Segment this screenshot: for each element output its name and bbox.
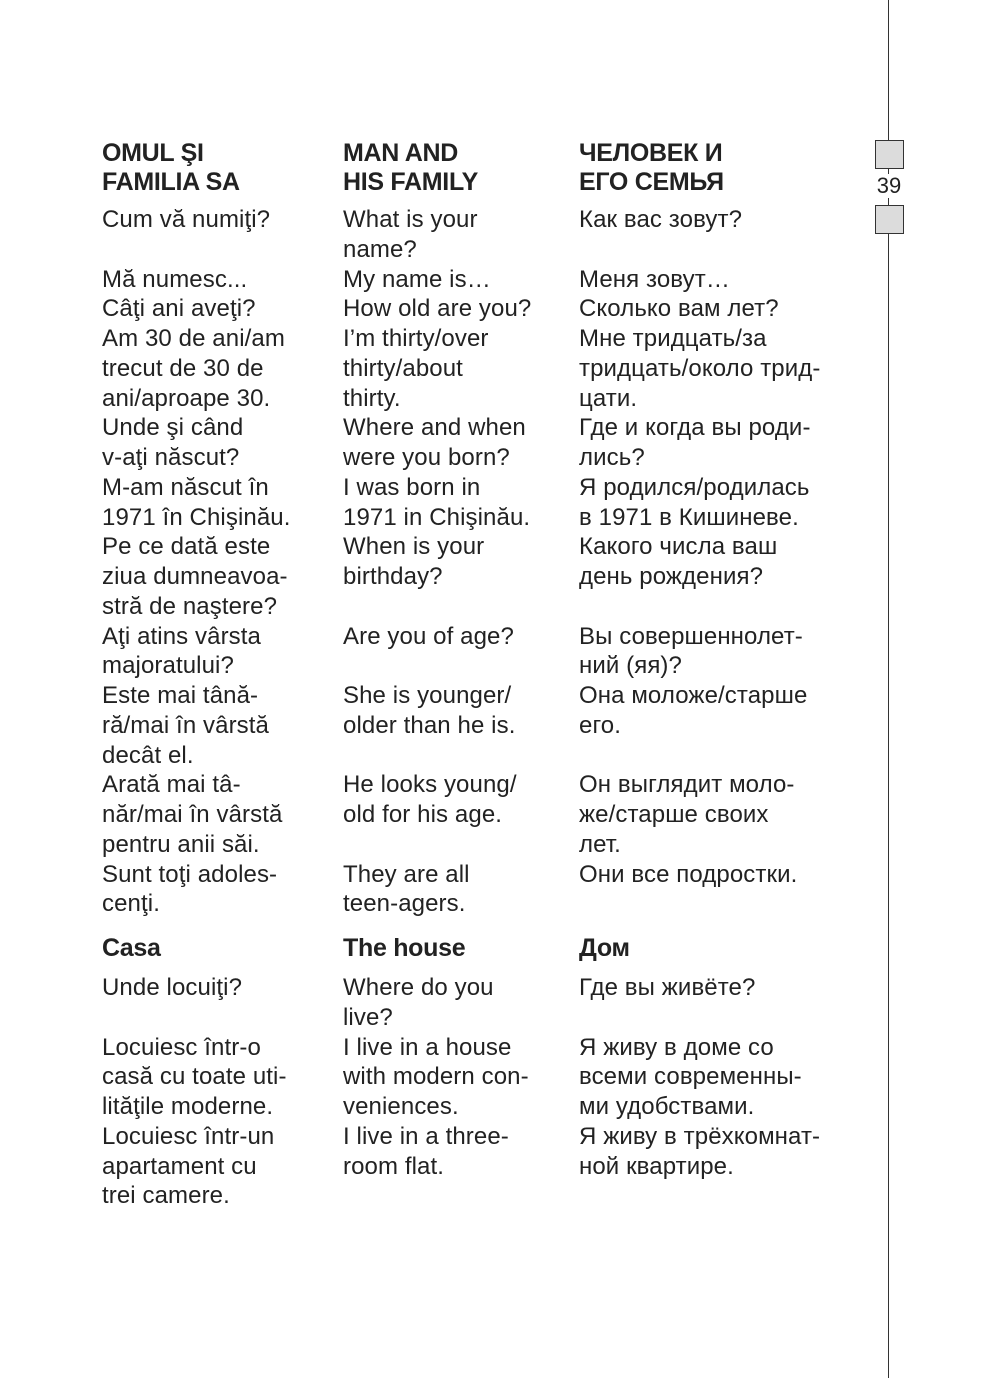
phrase-line: Am 30 de ani/am (102, 325, 285, 352)
heading-line: Casa (102, 934, 161, 962)
heading-line: Дом (579, 934, 630, 962)
phrase-line: They are all (343, 860, 470, 888)
phrase-line (343, 651, 583, 681)
phrase-line: Я живу в трёхкомнат- (579, 1122, 821, 1150)
phrase-line: pentru anii săi. (102, 830, 260, 858)
phrase-line: cenţi. (102, 890, 160, 918)
phrase-line: 1971 in Chişinău. (343, 503, 531, 531)
phrase-line: Where and when (343, 414, 526, 442)
phrase-line: в 1971 в Кишиневе. (579, 503, 799, 531)
phrase-line: Как вас зовут? (579, 206, 743, 233)
phrase-line: I was born in (343, 473, 481, 501)
section-heading-english (343, 934, 583, 963)
phrase-line: его. (579, 711, 621, 739)
phrase-line: ми удобствами. (579, 1093, 755, 1120)
heading-line: MAN AND (343, 139, 459, 167)
thumb-tab-marker-bottom (875, 205, 904, 234)
phrase-line: Pe ce dată este (102, 533, 271, 561)
phrase-column-russian (579, 205, 819, 889)
phrase-line: What is your (343, 206, 478, 233)
phrase-line: lităţile moderne. (102, 1093, 274, 1120)
phrase-line: with modern con- (343, 1063, 529, 1091)
phrase-line: room flat. (343, 1152, 445, 1180)
phrase-line: цати. (579, 384, 638, 412)
section-heading-russian (579, 934, 819, 963)
phrase-line: M-am născut în (102, 473, 269, 501)
phrase-line: тридцать/около трид- (579, 354, 821, 382)
phrase-line: Locuiesc într-o (102, 1033, 261, 1061)
phrase-line: Aţi atins vârsta (102, 622, 261, 650)
phrase-line: năr/mai în vârstă (102, 801, 283, 828)
phrase-line: casă cu toate uti- (102, 1063, 287, 1091)
phrase-line (579, 741, 819, 771)
phrase-line: Arată mai tâ- (102, 771, 241, 799)
phrase-line: ră/mai în vârstă (102, 711, 269, 739)
phrase-line: older than he is. (343, 711, 516, 739)
phrase-line: thirty/about (343, 354, 463, 382)
phrase-line: Câţi ani aveţi? (102, 295, 256, 323)
heading-line: FAMILIA SA (102, 168, 240, 196)
phrase-line: Sunt toţi adoles- (102, 860, 278, 888)
phrase-line: How old are you? (343, 295, 532, 323)
phrase-line: decât el. (102, 741, 194, 769)
phrase-line: thirty. (343, 384, 401, 412)
phrase-line: Este mai tână- (102, 682, 259, 709)
phrase-line: ani/aproape 30. (102, 384, 271, 412)
heading-line: ЧЕЛОВЕК И (579, 139, 723, 167)
phrase-line: Они все подростки. (579, 860, 798, 888)
phrase-line: trei camere. (102, 1182, 230, 1210)
phrase-column-english (343, 205, 583, 919)
section-heading-romanian (102, 139, 342, 197)
phrase-line: лись? (579, 444, 645, 471)
phrase-line: were you born? (343, 444, 510, 471)
phrase-line: Locuiesc într-un (102, 1122, 275, 1150)
phrase-line: Где и когда вы роди- (579, 414, 811, 442)
phrase-line: When is your (343, 533, 485, 561)
phrase-line: Она моложе/старше (579, 682, 808, 709)
thumb-tab-marker-top (875, 140, 904, 169)
phrase-line: I live in a house (343, 1033, 512, 1061)
phrase-line: лет. (579, 830, 621, 858)
section-heading-romanian (102, 934, 342, 963)
phrase-line: He looks young/ (343, 771, 517, 799)
phrase-line: Сколько вам лет? (579, 295, 779, 323)
section-heading-russian (579, 139, 819, 197)
phrase-line: birthday? (343, 563, 443, 590)
phrase-line: majoratului? (102, 652, 234, 680)
phrase-line: Мне тридцать/за (579, 325, 767, 352)
phrase-line: 1971 în Chişinău. (102, 503, 291, 531)
phrase-line: name? (343, 235, 417, 263)
heading-line: ЕГО СЕМЬЯ (579, 168, 724, 196)
phrase-line: trecut de 30 de (102, 354, 264, 382)
phrase-line: veniences. (343, 1093, 459, 1120)
phrase-line: же/старше своих (579, 801, 769, 828)
phrase-column-romanian (102, 205, 342, 919)
phrase-line (343, 592, 583, 622)
heading-line: OMUL ŞI (102, 139, 204, 167)
phrase-line: ний (яя)? (579, 652, 682, 680)
phrase-line: Unde locuiţi? (102, 974, 243, 1001)
phrase-line: Он выглядит моло- (579, 771, 795, 799)
phrase-line (579, 592, 819, 622)
phrase-line: Where do you (343, 974, 494, 1001)
phrase-line: Unde şi când (102, 414, 244, 442)
phrase-line: v-aţi născut? (102, 444, 240, 471)
phrase-line: old for his age. (343, 801, 503, 828)
phrase-line: Я живу в доме со (579, 1033, 774, 1061)
phrase-line: Меня зовут… (579, 265, 730, 293)
phrase-line (343, 741, 583, 771)
phrase-line: stră de naştere? (102, 592, 278, 620)
page-number: 39 (872, 174, 906, 198)
phrase-line: My name is… (343, 265, 491, 293)
phrase-line: Cum vă numiţi? (102, 206, 271, 233)
section-heading-english (343, 139, 583, 197)
phrase-column-russian (579, 973, 819, 1181)
phrase-line: She is younger/ (343, 682, 512, 709)
phrase-line: Где вы живёте? (579, 974, 756, 1001)
phrase-line: I’m thirty/over (343, 325, 489, 352)
phrase-line: Are you of age? (343, 622, 514, 650)
phrase-line: ной квартире. (579, 1152, 734, 1180)
phrase-line: Вы совершеннолет- (579, 622, 803, 650)
phrase-line: ziua dumneavoa- (102, 563, 288, 590)
phrase-line (102, 235, 342, 265)
phrase-line: apartament cu (102, 1152, 257, 1180)
phrase-line (102, 1003, 342, 1033)
phrase-line: I live in a three- (343, 1122, 509, 1150)
phrase-column-romanian (102, 973, 342, 1211)
phrase-line: Я родился/родилась (579, 473, 810, 501)
phrase-line: Какого числа ваш (579, 533, 778, 561)
phrase-line: teen-agers. (343, 890, 466, 918)
phrase-line (579, 235, 819, 265)
phrase-line (343, 830, 583, 860)
phrase-line: live? (343, 1003, 393, 1031)
phrase-line: Mă numesc... (102, 265, 248, 293)
phrase-column-english (343, 973, 583, 1181)
phrase-line (579, 1003, 819, 1033)
heading-line: HIS FAMILY (343, 168, 478, 196)
phrase-line: всеми современны- (579, 1063, 802, 1091)
phrase-line: день рождения? (579, 563, 764, 590)
heading-line: The house (343, 934, 466, 962)
